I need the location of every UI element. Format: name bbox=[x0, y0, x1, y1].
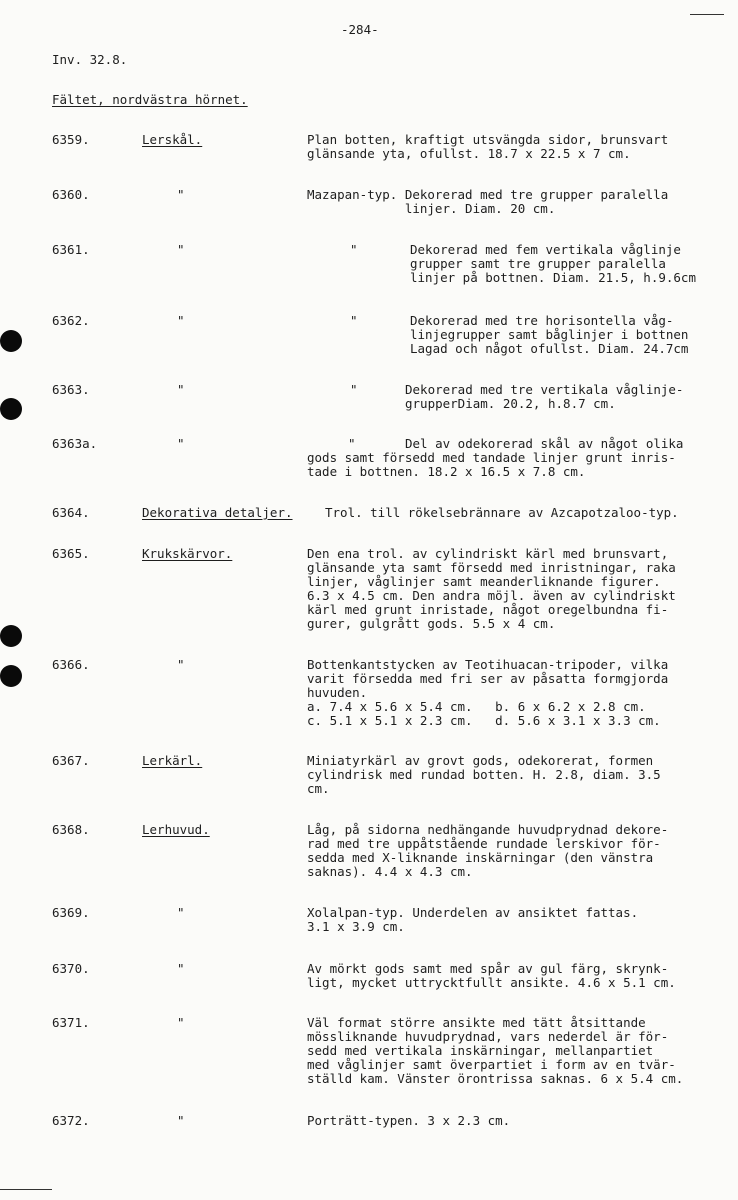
page-number: -284- bbox=[341, 22, 379, 37]
catalog-number: 6367. bbox=[52, 753, 90, 768]
ditto-mark: " bbox=[177, 1113, 185, 1128]
ditto-mark: " bbox=[177, 187, 185, 202]
catalog-number: 6362. bbox=[52, 313, 90, 328]
entry-description: Låg, på sidorna nedhängande huvudprydnad dekore- rad med tre uppåtstående rundade lerskivor för- sedda med X-liknande inskärningar (den vänstra saknas). 4.4 x 4.3 cm. bbox=[307, 822, 669, 879]
punch-hole bbox=[0, 665, 22, 687]
entry-description: Dekorerad med tre horisontella våg- linjegrupper samt båglinjer i bottnen Lagad och något ofullst. Diam. 24.7cm bbox=[410, 313, 689, 356]
object-name: Lerskål. bbox=[142, 132, 203, 147]
entry-description: Väl format större ansikte med tätt åtsittande mössliknande huvudprydnad, vars nederdel är för- sedd med vertikala inskärningar, mellanpartiet med våglinjer samt överpartiet i form av en tvär- ställd kam. Vänster örontrissa saknas. 6 x 5.4 cm. bbox=[307, 1015, 684, 1086]
entry-description: Av mörkt gods samt med spår av gul färg, skrynk- ligt, mycket uttrycktfullt ansikte. 4.6 x 5.1 cm. bbox=[307, 961, 676, 990]
entry-description: Bottenkantstycken av Teotihuacan-tripoder, vilka varit försedda med fri ser av påsatta formgjorda huvuden. a. 7.4 x 5.6 x 5.4 cm. b. 6 x 6.2 x 2.8 cm. c. 5.1 x 5.1 x 2.3 cm. d. 5.6 x 3.1 x 3.3 cm. bbox=[307, 657, 669, 728]
entry-description-continuation: gods samt försedd med tandade linjer grunt inris- tade i bottnen. 18.2 x 16.5 x 7.8 cm. bbox=[307, 450, 676, 479]
ditto-mark: " bbox=[177, 961, 185, 976]
ditto-mark: " bbox=[177, 657, 185, 672]
ditto-mark: " bbox=[350, 313, 358, 328]
entry-description: Trol. till rökelsebrännare av Azcapotzaloo-typ. bbox=[325, 505, 679, 520]
object-name: Krukskärvor. bbox=[142, 546, 233, 561]
ditto-mark: " bbox=[177, 436, 185, 451]
entry-description: Dekorerad med tre vertikala våglinje- grupperDiam. 20.2, h.8.7 cm. bbox=[405, 382, 684, 411]
punch-hole bbox=[0, 625, 22, 647]
ditto-mark: " bbox=[348, 436, 356, 451]
catalog-number: 6361. bbox=[52, 242, 90, 257]
bottom-rule bbox=[0, 1189, 52, 1190]
catalog-number: 6371. bbox=[52, 1015, 90, 1030]
inventory-number: Inv. 32.8. bbox=[52, 52, 128, 67]
object-name: Lerkärl. bbox=[142, 753, 203, 768]
ditto-mark: " bbox=[350, 242, 358, 257]
entry-description: Dekorerad med fem vertikala våglinje grupper samt tre grupper paralella linjer på bottnen. Diam. 21.5, h.9.6cm bbox=[410, 242, 696, 285]
catalog-number: 6360. bbox=[52, 187, 90, 202]
catalog-number: 6366. bbox=[52, 657, 90, 672]
ditto-mark: " bbox=[177, 242, 185, 257]
catalog-number: 6370. bbox=[52, 961, 90, 976]
ditto-mark: " bbox=[177, 382, 185, 397]
punch-hole bbox=[0, 398, 22, 420]
ditto-mark: " bbox=[177, 313, 185, 328]
top-rule bbox=[690, 14, 724, 15]
ditto-mark: " bbox=[350, 382, 358, 397]
ditto-mark: " bbox=[177, 905, 185, 920]
entry-description: Miniatyrkärl av grovt gods, odekorerat, formen cylindrisk med rundad botten. H. 2.8, diam. 3.5 cm. bbox=[307, 753, 661, 796]
catalog-number: 6364. bbox=[52, 505, 90, 520]
catalog-number: 6359. bbox=[52, 132, 90, 147]
entry-description: Plan botten, kraftigt utsvängda sidor, brunsvart glänsande yta, ofullst. 18.7 x 22.5 x 7 cm. bbox=[307, 132, 669, 161]
catalog-number: 6363. bbox=[52, 382, 90, 397]
entry-description: Den ena trol. av cylindriskt kärl med brunsvart, glänsande yta samt försedd med inristningar, raka linjer, våglinjer samt meanderliknande figurer. 6.3 x 4.5 cm. Den andra möjl. även av cylindriskt kärl med grunt inristade, något oregelbundna fi- gurer, gulgrått gods. 5.5 x 4 cm. bbox=[307, 546, 676, 631]
catalog-number: 6368. bbox=[52, 822, 90, 837]
ditto-mark: " bbox=[177, 1015, 185, 1030]
entry-description: Xolalpan-typ. Underdelen av ansiktet fattas. 3.1 x 3.9 cm. bbox=[307, 905, 639, 934]
catalog-number: 6369. bbox=[52, 905, 90, 920]
entry-description: Mazapan-typ. Dekorerad med tre grupper paralella linjer. Diam. 20 cm. bbox=[307, 187, 669, 216]
object-name: Dekorativa detaljer. bbox=[142, 505, 293, 520]
object-name: Lerhuvud. bbox=[142, 822, 210, 837]
entry-description: Porträtt-typen. 3 x 2.3 cm. bbox=[307, 1113, 511, 1128]
catalog-number: 6365. bbox=[52, 546, 90, 561]
catalog-number: 6363a. bbox=[52, 436, 98, 451]
section-heading: Fältet, nordvästra hörnet. bbox=[52, 92, 248, 107]
entry-description-first-line: Del av odekorerad skål av något olika bbox=[405, 436, 684, 451]
punch-hole bbox=[0, 330, 22, 352]
catalog-number: 6372. bbox=[52, 1113, 90, 1128]
